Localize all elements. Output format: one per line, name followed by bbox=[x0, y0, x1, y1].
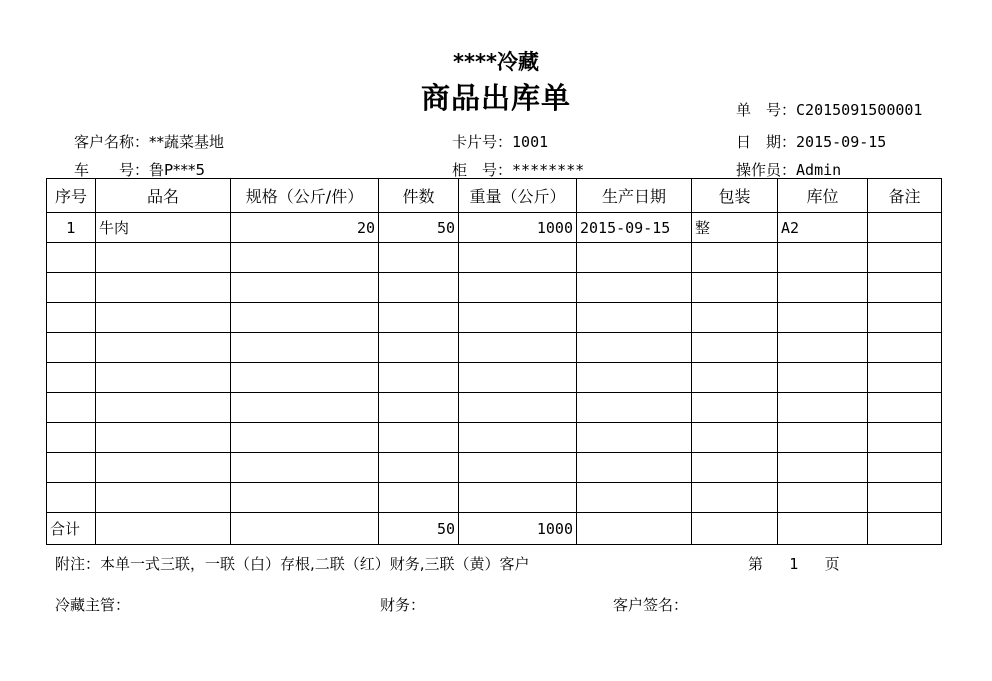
cell-seq: 1 bbox=[47, 213, 96, 243]
cell-location: A2 bbox=[778, 213, 868, 243]
total-row bbox=[47, 513, 942, 545]
table-header-row bbox=[47, 179, 942, 213]
table-row bbox=[47, 213, 942, 243]
card-label: 卡片号： bbox=[452, 133, 513, 151]
column-header: 规格（公斤/件） bbox=[231, 179, 379, 213]
table-row bbox=[47, 303, 942, 333]
total-label: 合计 bbox=[47, 513, 96, 545]
page-label-suffix: 页 bbox=[824, 555, 840, 573]
cabinet-label: 柜 号： bbox=[452, 161, 513, 179]
cell-weight: 1000 bbox=[459, 213, 577, 243]
cell-count: 50 bbox=[379, 213, 459, 243]
operator-field bbox=[736, 159, 841, 180]
column-header: 备注 bbox=[868, 179, 942, 213]
document-subtitle: ****冷藏 bbox=[453, 50, 539, 74]
total-weight: 1000 bbox=[459, 513, 577, 545]
customer-field bbox=[74, 131, 224, 152]
cell-name: 牛肉 bbox=[96, 213, 231, 243]
column-header: 包装 bbox=[692, 179, 778, 213]
cell-remark bbox=[868, 213, 942, 243]
page-indicator bbox=[748, 553, 840, 574]
table-row bbox=[47, 483, 942, 513]
column-header: 品名 bbox=[96, 179, 231, 213]
table-row bbox=[47, 243, 942, 273]
cabinet-value: ******** bbox=[512, 161, 585, 179]
table-row bbox=[47, 333, 942, 363]
page-number: 1 bbox=[789, 555, 799, 573]
column-header: 重量（公斤） bbox=[459, 179, 577, 213]
vehicle-field bbox=[74, 159, 205, 180]
vehicle-value: 鲁P***5 bbox=[149, 161, 206, 179]
customer-label: 客户名称： bbox=[74, 133, 150, 151]
table-row bbox=[47, 363, 942, 393]
supervisor-signature-label: 冷藏主管： bbox=[55, 596, 131, 614]
card-value: 1001 bbox=[512, 133, 549, 151]
date-value: 2015-09-15 bbox=[796, 133, 887, 151]
page-label-prefix: 第 bbox=[748, 555, 764, 573]
cell-packaging: 整 bbox=[692, 213, 778, 243]
cell-spec: 20 bbox=[231, 213, 379, 243]
total-count: 50 bbox=[379, 513, 459, 545]
table-row bbox=[47, 393, 942, 423]
table-row bbox=[47, 453, 942, 483]
column-header: 序号 bbox=[47, 179, 96, 213]
column-header: 件数 bbox=[379, 179, 459, 213]
order-number-value: C2015091500001 bbox=[796, 101, 923, 119]
column-header: 库位 bbox=[778, 179, 868, 213]
table-row bbox=[47, 273, 942, 303]
cabinet-field bbox=[452, 159, 584, 180]
date-field bbox=[736, 131, 886, 152]
column-header: 生产日期 bbox=[577, 179, 692, 213]
order-number-label: 单 号： bbox=[736, 101, 797, 119]
footer-note: 附注：本单一式三联，一联（白）存根,二联（红）财务,三联（黄）客户 bbox=[55, 555, 530, 573]
table-row bbox=[47, 423, 942, 453]
card-field bbox=[452, 131, 548, 152]
goods-table bbox=[46, 178, 942, 545]
finance-signature-label: 财务： bbox=[380, 596, 426, 614]
operator-value: Admin bbox=[796, 161, 842, 179]
operator-label: 操作员： bbox=[736, 161, 797, 179]
vehicle-label: 车 号： bbox=[74, 161, 150, 179]
date-label: 日 期： bbox=[736, 133, 797, 151]
cell-production-date: 2015-09-15 bbox=[577, 213, 692, 243]
document-title: 商品出库单 bbox=[420, 81, 571, 115]
order-number-field bbox=[736, 99, 922, 120]
customer-signature-label: 客户签名： bbox=[613, 596, 689, 614]
customer-value: **蔬菜基地 bbox=[149, 133, 225, 151]
